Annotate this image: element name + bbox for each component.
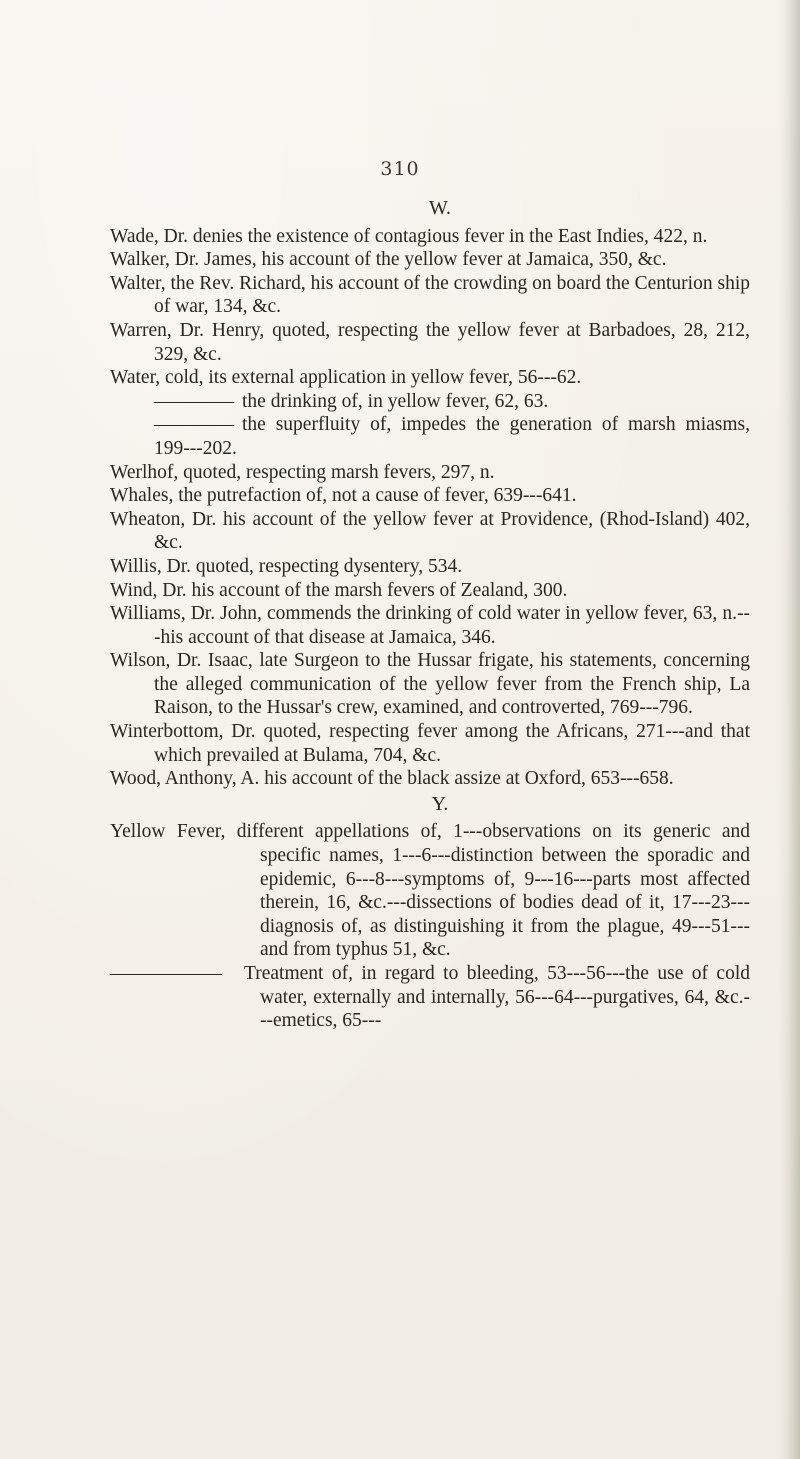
index-entry: Wood, Anthony, A. his account of the black assize at Oxford, 653---658. <box>110 768 674 790</box>
index-entry: Walker, Dr. James, his account of the yellow fever at Jamaica, 350, &c. <box>110 249 667 271</box>
ditto-dash <box>154 402 234 403</box>
index-text <box>110 195 750 1033</box>
section-letter-y: Y. <box>431 792 449 815</box>
index-subentry-text: Treatment of, in regard to bleeding, 53---56---the use of cold water, externally and internally, 56---64---purgatives, 64, &c.---emetics, 65--- <box>244 963 750 1032</box>
index-entry: Walter, the Rev. Richard, his account of the crowding on board the Centurion ship of war, 134, &c. <box>110 272 750 318</box>
index-subentry <box>110 390 750 414</box>
index-entry: Water, cold, its external application in yellow fever, 56---62. <box>110 367 582 389</box>
index-entry: Wheaton, Dr. his account of the yellow fever at Providence, (Rhod-Island) 402, &c. <box>110 508 750 554</box>
page-edge-shadow <box>778 0 800 1459</box>
index-entry: Werlhof, quoted, respecting marsh fevers, 297, n. <box>110 461 495 483</box>
index-subentry-text: the drinking of, in yellow fever, 62, 63. <box>242 390 549 412</box>
index-entry: Wind, Dr. his account of the marsh fevers of Zealand, 300. <box>110 579 568 601</box>
index-entry: Wilson, Dr. Isaac, late Surgeon to the Hussar frigate, his statements, concerning the alleged communication of the yellow fever from the French ship, La Raison, to the Hussar's crew, examined, and controverted, 769---796. <box>110 650 750 719</box>
index-subentry <box>110 413 750 460</box>
index-subentry <box>110 962 750 1033</box>
index-entry: Whales, the putrefaction of, not a cause of fever, 639---641. <box>110 485 577 507</box>
index-entry: Warren, Dr. Henry, quoted, respecting the yellow fever at Barbadoes, 28, 212, 329, &c. <box>110 319 750 365</box>
index-entry: Williams, Dr. John, commends the drinking of cold water in yellow fever, 63, n.---his account of that disease at Jamaica, 346. <box>110 603 750 648</box>
index-entry: Yellow Fever, different appellations of, 1---observations on its generic and specific names, 1---6---distinction between the sporadic and epidemic, 6---8---symptoms of, 9---16---parts most affected therein, 16, &c.---dissections of bodies dead of it, 17---23---diagnosis of, as distinguishing it from the plague, 49---51---and from typhus 51, &c. <box>110 821 750 961</box>
section-letter-w: W. <box>428 197 452 219</box>
page-number: 310 <box>380 158 420 180</box>
index-entry: Winterbottom, Dr. quoted, respecting fever among the Africans, 271---and that which prevailed at Bulama, 704, &c. <box>110 721 750 766</box>
ditto-dash <box>110 974 222 975</box>
index-subentry-text: the superfluity of, impedes the generation of marsh miasms, 199---202. <box>154 414 750 459</box>
ditto-dash <box>154 425 234 426</box>
index-entry: Wade, Dr. denies the existence of contagious fever in the East Indies, 422, n. <box>110 225 708 247</box>
index-entry: Willis, Dr. quoted, respecting dysentery, 534. <box>110 555 463 577</box>
